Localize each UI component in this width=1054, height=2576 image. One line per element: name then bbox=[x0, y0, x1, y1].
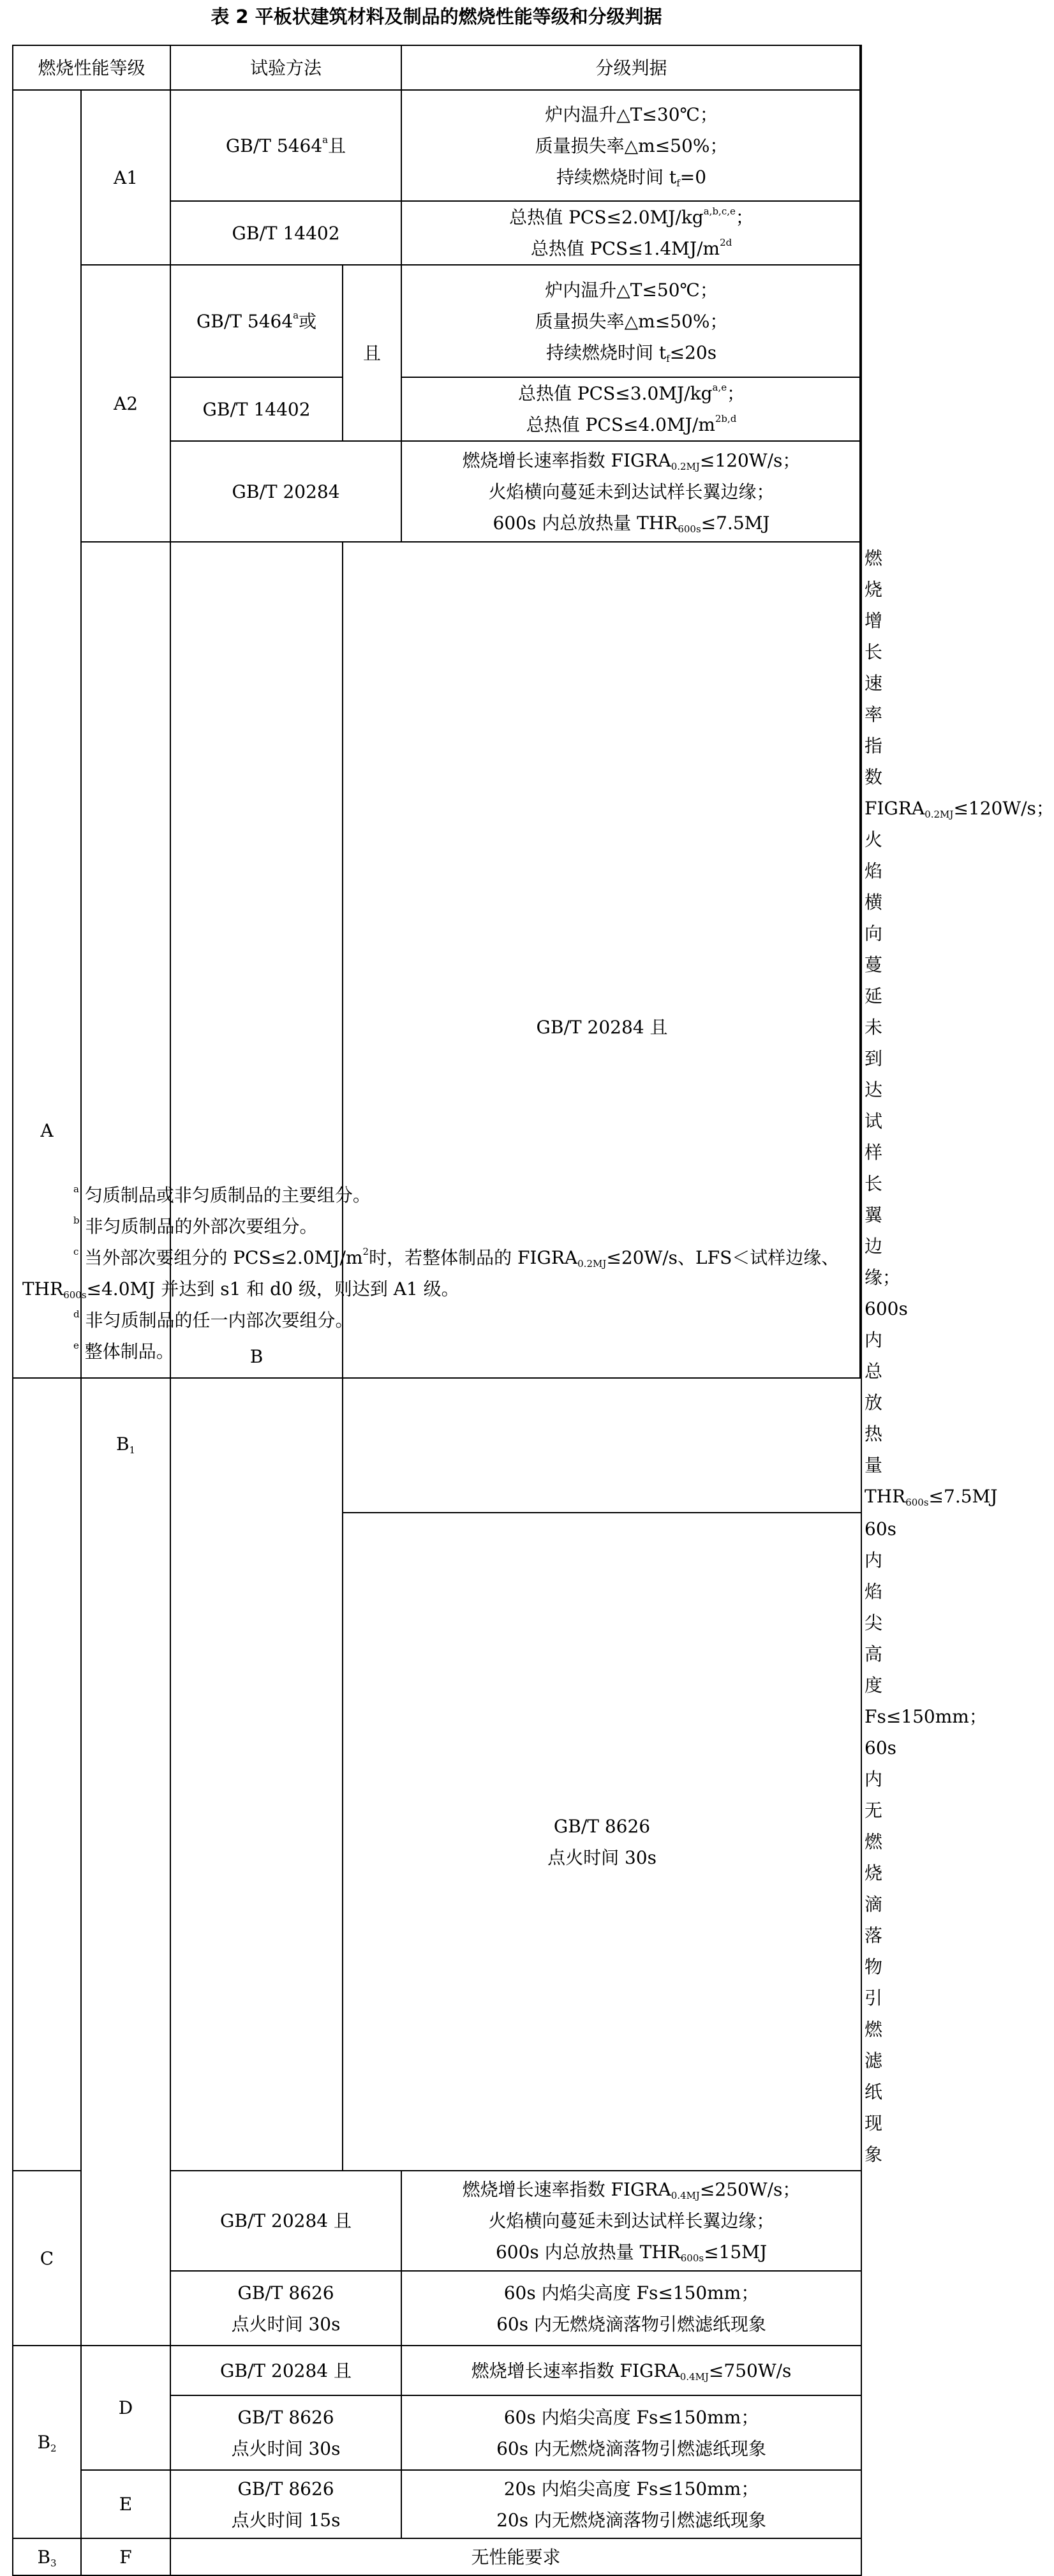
footnote-c: $^c$ 当外部次要组分的 $PCS\le 2.0MJ/m^2$时，若整体制品的 $FIGRA_{0.2MJ}\le 20W/s$、LFS＜试样边缘、$THR_{600s}\le 4.0MJ$ 并达到 s1 和 d0 级，则达到 A1 级。 bbox=[22, 1246, 840, 1301]
criteria-cell: 燃烧增长速率指数 $FIGRA_{0.4MJ}\le 250W/s$； 火焰横向蔓延未到达试样长翼边缘； 600s 内总放热量 $THR_{600s}\le 15MJ$ bbox=[401, 2171, 861, 2271]
footnote-b: $^b$ 非匀质制品的外部次要组分。 bbox=[73, 1215, 318, 1237]
table-title: 表 2 平板状建筑材料及制品的燃烧性能等级和分级判据 bbox=[211, 6, 662, 27]
subgrade-A1: A1 bbox=[81, 90, 170, 265]
grade-B2: $B_2$ bbox=[13, 2346, 81, 2538]
subgrade-C: C bbox=[13, 2171, 81, 2346]
header-grade: 燃烧性能等级 bbox=[13, 45, 170, 90]
method-cell: GB/T 5464$^a$且 bbox=[170, 90, 401, 201]
table-row bbox=[13, 90, 861, 201]
header-criteria: 分级判据 bbox=[401, 45, 861, 90]
grade-B3: $B_3$ bbox=[13, 2538, 81, 2575]
criteria-cell: 总热值 PCS≤2.0MJ/kg$^{a,b,c,e}$； 总热值 $PCS\le 1.4MJ/m^{2d}$ bbox=[401, 201, 861, 265]
criteria-cell: 60s 内焰尖高度 Fs≤150mm； 60s 内无燃烧滴落物引燃滤纸现象 bbox=[401, 2271, 861, 2346]
grade-B1: $B_1$ bbox=[81, 542, 170, 2346]
table-row bbox=[13, 2346, 861, 2395]
criteria-cell: 燃烧增长速率指数 $FIGRA_{0.4MJ}\le 750W/s$ bbox=[401, 2346, 861, 2395]
table-row bbox=[13, 265, 861, 377]
table-row: GB/T 8626 点火时间 30s 60s 内焰尖高度 Fs≤150mm； 60s 内无燃烧滴落物引燃滤纸现象 bbox=[13, 1513, 861, 2171]
table-row bbox=[13, 2470, 861, 2538]
header-row bbox=[13, 45, 861, 90]
method-cell: GB/T 20284 且 bbox=[170, 2171, 401, 2271]
method-cell: GB/T 8626 点火时间 30s bbox=[343, 1513, 861, 2171]
subgrade-B: B bbox=[170, 542, 343, 2171]
criteria-cell: 燃烧增长速率指数 $FIGRA_{0.2MJ}\le 120W/s$； 火焰横向蔓延未到达试样长翼边缘； 600s 内总放热量 $THR_{600s}\le 7.5MJ$ bbox=[401, 441, 861, 542]
method-cell: GB/T 8626 点火时间 30s bbox=[170, 2395, 401, 2470]
criteria-cell: 无性能要求 bbox=[170, 2538, 861, 2575]
method-cell: GB/T 14402 bbox=[170, 377, 343, 441]
header-method: 试验方法 bbox=[170, 45, 401, 90]
method-cell: GB/T 20284 bbox=[170, 441, 401, 542]
and-cell: 且 bbox=[343, 265, 401, 441]
grade-A: A bbox=[13, 90, 81, 2171]
method-cell: GB/T 8626 点火时间 15s bbox=[170, 2470, 401, 2538]
table-row: $B_1$ B GB/T 20284 且 燃烧增长速率指数 $FIGRA_{0.2MJ}\le 120W/s$； 火焰横向蔓延未到达试样长翼边缘； 600s 内总放热量 $THR_{600s}\le 7.5MJ$ bbox=[13, 542, 861, 1513]
footnote-e: $^e$ 整体制品。 bbox=[73, 1340, 174, 1362]
table-row bbox=[13, 2538, 861, 2575]
footnotes bbox=[12, 1173, 861, 1379]
method-cell: GB/T 14402 bbox=[170, 201, 401, 265]
criteria-cell: 炉内温升△T≤50℃； 质量损失率△m≤50%； 持续燃烧时间 $t_f\le 20s$ bbox=[401, 265, 861, 377]
method-cell: GB/T 20284 且 bbox=[170, 2346, 401, 2395]
subgrade-A2: A2 bbox=[81, 265, 170, 542]
method-cell: GB/T 5464$^a$或 bbox=[170, 265, 343, 377]
subgrade-F: F bbox=[81, 2538, 170, 2575]
footnote-a: $^a$ 匀质制品或非匀质制品的主要组分。 bbox=[73, 1183, 371, 1206]
criteria-cell: 20s 内焰尖高度 Fs≤150mm； 20s 内无燃烧滴落物引燃滤纸现象 bbox=[401, 2470, 861, 2538]
footnote-d: $^d$ 非匀质制品的任一内部次要组分。 bbox=[73, 1308, 353, 1331]
subgrade-D: D bbox=[81, 2346, 170, 2470]
criteria-cell: 60s 内焰尖高度 Fs≤150mm； 60s 内无燃烧滴落物引燃滤纸现象 bbox=[401, 2395, 861, 2470]
method-cell: GB/T 8626 点火时间 30s bbox=[170, 2271, 401, 2346]
criteria-cell: 炉内温升△T≤30℃； 质量损失率△m≤50%； 持续燃烧时间 $t_f=0$ bbox=[401, 90, 861, 201]
criteria-cell: 总热值 PCS≤3.0MJ/kg$^{a,e}$； 总热值 $PCS\le 4.0MJ/m^{2b,d}$ bbox=[401, 377, 861, 441]
method-cell: GB/T 20284 且 bbox=[343, 542, 861, 1513]
subgrade-E: E bbox=[81, 2470, 170, 2538]
